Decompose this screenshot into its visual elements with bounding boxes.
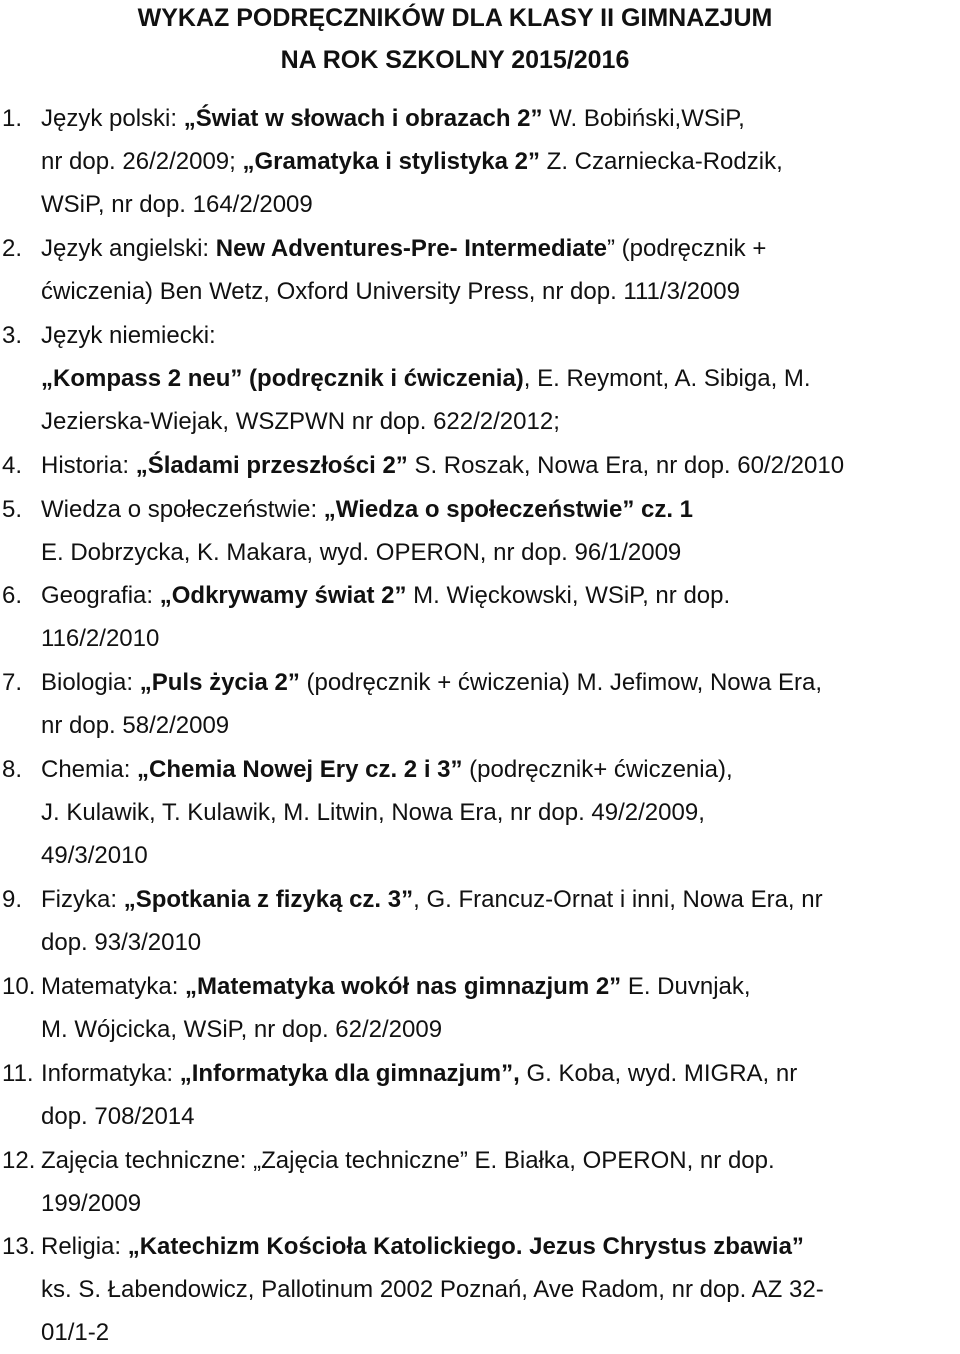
list-item-text [41,97,946,226]
list-item-number: 13. [2,1233,36,1261]
list-item-text [41,661,946,747]
list-item-line [41,1095,946,1138]
book-title: „Śladami przeszłości 2” [135,452,408,480]
text-segment: (podręcznik + ćwiczenia) M. Jefimow, Nowa Era, [299,669,822,697]
text-segment: , G. Francuz-Ornat i inni, Nowa Era, nr [413,886,823,914]
list-item-line [41,574,946,617]
list-item-line [41,1008,946,1051]
list-item-line [41,400,946,443]
text-segment: Zajęcia techniczne: „Zajęcia techniczne” E. Białka, OPERON, nr dop. [41,1146,775,1174]
list-item-text [41,1225,946,1354]
book-title: „Wiedza o społeczeństwie” cz. 1 [323,495,694,523]
list-item-line [41,921,946,964]
list-item-number: 6. [2,582,23,610]
text-segment: ks. S. Łabendowicz, Pallotinum 2002 Poznań, Ave Radom, nr dop. AZ 32- [41,1276,824,1304]
list-item-line [41,834,946,877]
list-item-number: 10. [2,973,36,1000]
book-title: New Adventures-Pre- Intermediate [215,235,607,263]
book-title: „Odkrywamy świat 2” [159,582,407,610]
list-item-line [41,488,946,531]
text-segment: M. Wójcicka, WSiP, nr dop. 62/2/2009 [41,1016,443,1043]
list-item-line [41,748,946,791]
list-item-number: 8. [2,756,23,783]
text-segment: Fizyka: [41,886,124,914]
list-item-line [41,704,946,747]
text-segment: Język polski: [41,105,184,132]
text-segment: Geografia: [41,582,160,610]
list-item-line [41,270,946,313]
list-item-line [41,661,946,704]
list-item-number: 9. [2,886,23,914]
text-segment: , E. Reymont, A. Sibiga, M. [523,365,811,392]
list-item-line [41,140,946,183]
text-segment: dop. 93/3/2010 [41,929,202,957]
list-item-line [41,1182,946,1225]
text-segment: 01/1-2 [41,1319,110,1347]
text-segment: (podręcznik+ ćwiczenia), [462,756,733,783]
list-item-text [41,444,946,487]
text-segment: 49/3/2010 [41,842,148,869]
list-item-line [41,314,946,357]
text-segment: Informatyka: [41,1059,180,1087]
list-item-number: 7. [2,669,23,697]
list-item-line [41,444,946,487]
text-segment: E. Duvnjak, [621,973,751,1000]
book-title: „Matematyka wokół nas gimnazjum 2” [185,973,622,1000]
list-item-line [41,183,946,226]
text-segment: Język niemiecki: [41,322,216,349]
text-segment: Jezierska-Wiejak, WSZPWN nr dop. 622/2/2012; [41,408,560,435]
text-segment: ” (podręcznik + [606,235,767,263]
list-item-line [41,531,946,574]
list-item-text [41,1052,946,1138]
text-segment: Wiedza o społeczeństwie: [41,495,324,523]
list-item-line [41,1225,946,1268]
text-segment: dop. 708/2014 [41,1102,195,1130]
list-item-text [41,878,946,964]
list-item-number: 3. [2,322,23,349]
text-segment: Religia: [41,1233,128,1261]
list-item-number: 5. [2,495,23,523]
list-item-line [41,617,946,660]
list-item-number: 12. [2,1146,36,1174]
text-segment: 116/2/2010 [41,625,160,653]
book-title: „Spotkania z fizyką cz. 3” [123,886,414,914]
list-item-text [41,314,946,443]
list-item-line [41,97,946,140]
list-item-line [41,1139,946,1182]
list-item-line [41,227,946,270]
book-title: „Świat w słowach i obrazach 2” [183,105,543,132]
list-item-line [41,878,946,921]
list-item-text [41,574,946,660]
list-item-text [41,488,946,574]
list-item-text [41,965,946,1051]
text-segment: nr dop. 26/2/2009; [41,148,243,175]
list-item-number: 2. [2,235,23,263]
text-segment: W. Bobiński,WSiP, [542,105,745,132]
list-item-number: 11. [2,1059,34,1087]
text-segment: Matematyka: [41,973,186,1000]
book-title: „Informatyka dla gimnazjum”, [179,1059,520,1087]
book-title: „Puls życia 2” [139,669,300,697]
text-segment: E. Dobrzycka, K. Makara, wyd. OPERON, nr dop. 96/1/2009 [41,538,682,566]
document-title-line-1: WYKAZ PODRĘCZNIKÓW DLA KLASY II GIMNAZJUM [137,4,773,32]
list-item-text [41,748,946,877]
book-title: „Kompass 2 neu” (podręcznik i ćwiczenia) [41,365,524,392]
book-title: „Chemia Nowej Ery cz. 2 i 3” [137,756,463,783]
book-title: „Katechizm Kościoła Katolickiego. Jezus Chrystus zbawia” [127,1233,804,1261]
list-item-text [41,227,946,313]
text-segment: M. Więckowski, WSiP, nr dop. [406,582,731,610]
list-item-text [41,1139,946,1225]
text-segment: Język angielski: [41,235,216,263]
text-segment: Chemia: [41,756,138,783]
text-segment: G. Koba, wyd. MIGRA, nr [519,1059,798,1087]
text-segment: ćwiczenia) Ben Wetz, Oxford University Press, nr dop. 111/3/2009 [41,278,740,306]
text-segment: nr dop. 58/2/2009 [41,712,230,740]
text-segment: Biologia: [41,669,140,697]
text-segment: J. Kulawik, T. Kulawik, M. Litwin, Nowa Era, nr dop. 49/2/2009, [41,799,705,826]
list-item-line [41,965,946,1008]
text-segment: Historia: [41,452,136,480]
list-item-line [41,357,946,400]
list-item-number: 4. [2,452,23,480]
text-segment: WSiP, nr dop. 164/2/2009 [41,191,313,218]
document-title-line-2: NA ROK SZKOLNY 2015/2016 [280,46,630,74]
list-item-line [41,791,946,834]
text-segment: S. Roszak, Nowa Era, nr dop. 60/2/2010 [407,452,845,480]
list-item-line [41,1311,946,1354]
book-title: „Gramatyka i stylistyka 2” [242,148,541,175]
list-item-number: 1. [2,105,23,132]
text-segment: Z. Czarniecka-Rodzik, [540,148,783,175]
list-item-line [41,1052,946,1095]
list-item-line [41,1268,946,1311]
text-segment: 199/2009 [41,1189,142,1217]
